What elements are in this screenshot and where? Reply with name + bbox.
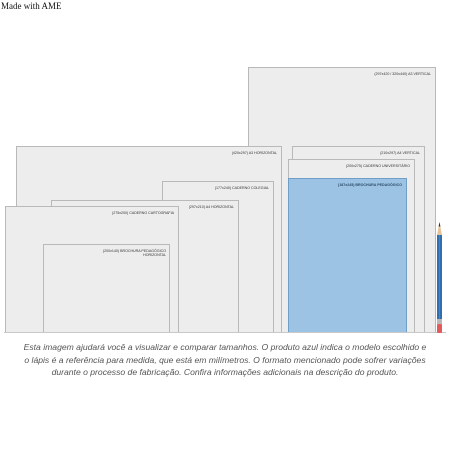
pencil-icon — [436, 222, 443, 333]
sheet-label-caderno-colegial: (177x240) CADERNO COLEGIAL — [214, 186, 269, 190]
watermark: Made with AME — [1, 1, 62, 11]
sheet-label-a4-vertical: (210x297) A4 VERTICAL — [380, 151, 420, 155]
sheet-label-brochura-pedagogico-horizontal — [103, 249, 166, 258]
sheet-label-caderno-universitario: (200x275) CADERNO UNIVERSITÁRIO — [345, 164, 410, 168]
sheet-label-a3-horizontal: (420x297) A3 HORIZONTAL — [231, 151, 277, 155]
sheet-brochura-pedagogico-horizontal — [43, 244, 170, 333]
caption-line-3: durante o processo de fabricação. Confira informações adicionais na descrição do produto. — [51, 367, 399, 377]
sheet-brochura-pedagogico-selected — [288, 178, 407, 333]
sheet-label-a4-horizontal: (297x210) A4 HORIZONTAL — [188, 205, 234, 209]
sheet-label-brochura-pedagogico: (187x245) BROCHURA PEDAGÓGICO — [338, 183, 402, 187]
sheet-label-line2: HORIZONTAL — [143, 253, 166, 258]
caption-line-2: o lápis é a referência para medida, que está em milímetros. O formato mencionado pode sofrer variações — [24, 354, 426, 365]
caption-line-1: Esta imagem ajudará você a visualizar e comparar tamanhos. O produto azul indica o modelo escolhido e — [23, 342, 427, 352]
sheet-label-line1: (200x140) BROCHURA PEDAGÓGICO — [102, 249, 166, 253]
caption — [20, 341, 430, 379]
sheet-label-caderno-cartografia: (275x200) CADERNO CARTOGRAFIA — [112, 211, 174, 215]
sheet-label-a3-vertical: (297x420 / 320x440) A3 VERTICAL — [374, 72, 431, 76]
baseline — [4, 332, 446, 333]
